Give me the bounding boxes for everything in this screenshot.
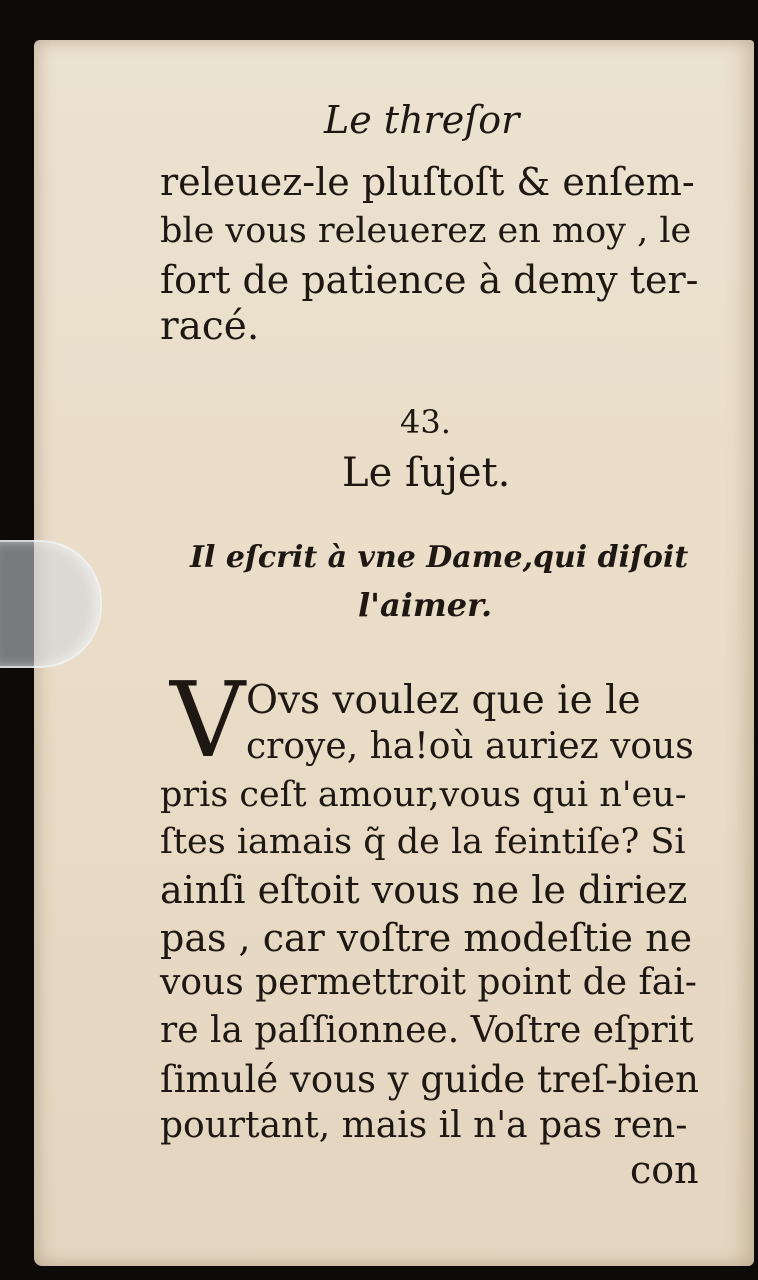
letter-line: pris ceſt amour,vous qui n'eu- [160, 775, 687, 815]
top-paragraph-line: ble vous releuerez en moy , le [160, 211, 692, 251]
catchword: con [630, 1148, 699, 1192]
letter-line: ſtes iamais q̃ de la feintiſe? Si [160, 822, 686, 862]
section-number: 43. [400, 403, 451, 441]
argument-line: l'aimer. [358, 586, 493, 624]
letter-line: pas , car voſtre modeſtie ne [160, 916, 693, 960]
letter-line: ſimulé vous y guide treſ-bien [160, 1058, 699, 1101]
letter-line: pourtant, mais il n'a pas ren- [160, 1105, 688, 1146]
top-paragraph-line: releuez-le pluſtoſt & enſem- [160, 160, 695, 204]
letter-line: vous permettroit point de fai- [160, 962, 697, 1003]
argument-line: Il eſcrit à vne Dame,qui diſoit [190, 540, 689, 575]
running-head: Le threſor [324, 98, 520, 142]
letter-line: Ovs voulez que ie le [246, 678, 641, 723]
letter-line: re la paſſionnee. Voſtre eſprit [160, 1010, 694, 1051]
top-paragraph-line: fort de patience à demy ter- [160, 258, 699, 302]
drop-cap: V [170, 659, 246, 781]
letter-line: ainſi eſtoit vous ne le diriez [160, 868, 688, 912]
letter-line: croye, ha!où auriez vous [246, 726, 694, 767]
top-paragraph-line: racé. [160, 304, 260, 349]
section-title: Le ſujet. [342, 450, 511, 496]
